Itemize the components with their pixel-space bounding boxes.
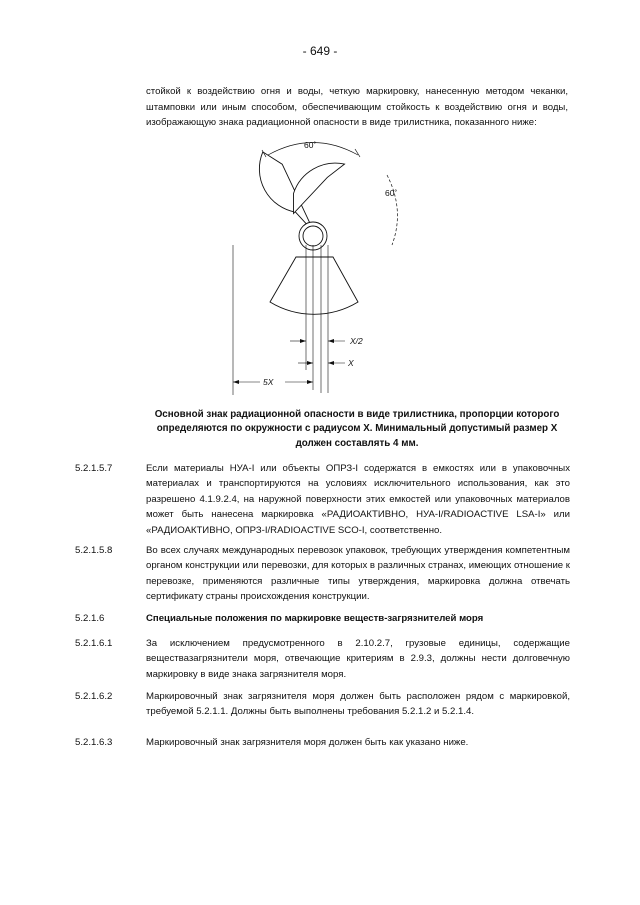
label-angle-top: 60˚ (304, 140, 317, 150)
section-heading-5-2-1-6 (75, 611, 570, 626)
section-number: 5.2.1.6 (75, 613, 105, 624)
paragraph-number: 5.2.1.6.2 (75, 691, 113, 702)
paragraph-5-2-1-6-3 (75, 735, 570, 750)
paragraph-5-2-1-5-8 (75, 543, 570, 605)
paragraph-number: 5.2.1.6.1 (75, 638, 113, 649)
paragraph-number: 5.2.1.6.3 (75, 737, 113, 748)
figure-caption: Основной знак радиационной опасности в виде трилистника, пропорции которого определяются по окружности с радиусом X. Минимальный допустимый размер X должен составлять 4 мм. (154, 409, 560, 449)
paragraph-text: Маркировочный знак загрязнителя моря должен быть как указано ниже. (146, 737, 469, 748)
paragraph-5-2-1-5-7 (75, 461, 570, 538)
page-number: - 649 - (302, 44, 338, 58)
angle-arc-right (387, 175, 397, 245)
trefoil-blade-bottom (270, 257, 358, 314)
paragraph-text: За исключением предусмотренного в 2.10.2.7, грузовые единицы, содержащие веществазагрязнители моря, отвечающие критериям в 2.9.3, должны нести долговечную маркировку в виде знака загрязнителя моря. (146, 638, 570, 680)
paragraph-number: 5.2.1.5.8 (75, 545, 113, 556)
trefoil-blade-right (294, 163, 345, 213)
trefoil-diagram (200, 135, 440, 400)
label-5x: 5X (263, 377, 274, 387)
paragraph-5-2-1-6-2 (75, 689, 570, 720)
paragraph-text: Маркировочный знак загрязнителя моря должен быть расположен рядом с маркировкой, требуемой 5.2.1.1. Должны быть выполнены требования 5.2.1.2 и 5.2.1.4. (146, 691, 570, 718)
label-x: X (348, 358, 354, 368)
section-title: Специальные положения по маркировке веществ-загрязнителей моря (146, 613, 484, 624)
trefoil-figure (200, 135, 440, 400)
paragraph-text: Во всех случаях международных перевозок упаковок, требующих утверждения компетентным органом конструкции или перевозки, для которых в различных странах, имеющих отношение к перевозке, применяются различные типы утверждения, маркировка должна отвечать сертификату страны происхождения конструкции. (146, 545, 570, 603)
label-half-x: X/2 (350, 336, 363, 346)
paragraph-5-2-1-6-1 (75, 636, 570, 682)
intro-paragraph: стойкой к воздействию огня и воды, четкую маркировку, нанесенную методом чеканки, штамповки или иным способом, обеспечивающим стойкость к воздействию огня и воды, изображающую знака радиационной опасности в виде трилистника, показанного ниже: (146, 86, 568, 129)
paragraph-number: 5.2.1.5.7 (75, 463, 113, 474)
paragraph-text: Если материалы НУА-I или объекты ОПРЗ-I содержатся в емкостях или в упаковочных материалах и транспортируются на условиях исключительного использования, как это разрешено 4.1.9.2.4, на наружной поверхности этих емкостей или упаковочных материалов может быть нанесена маркировка «РАДИОАКТИВНО, НУА-I/RADIOACTIVE LSA-I» или «РАДИОАКТИВНО, ОПРЗ-I/RADIOACTIVE SCO-I, соответственно. (146, 463, 570, 536)
label-angle-side: 60˚ (385, 188, 398, 198)
